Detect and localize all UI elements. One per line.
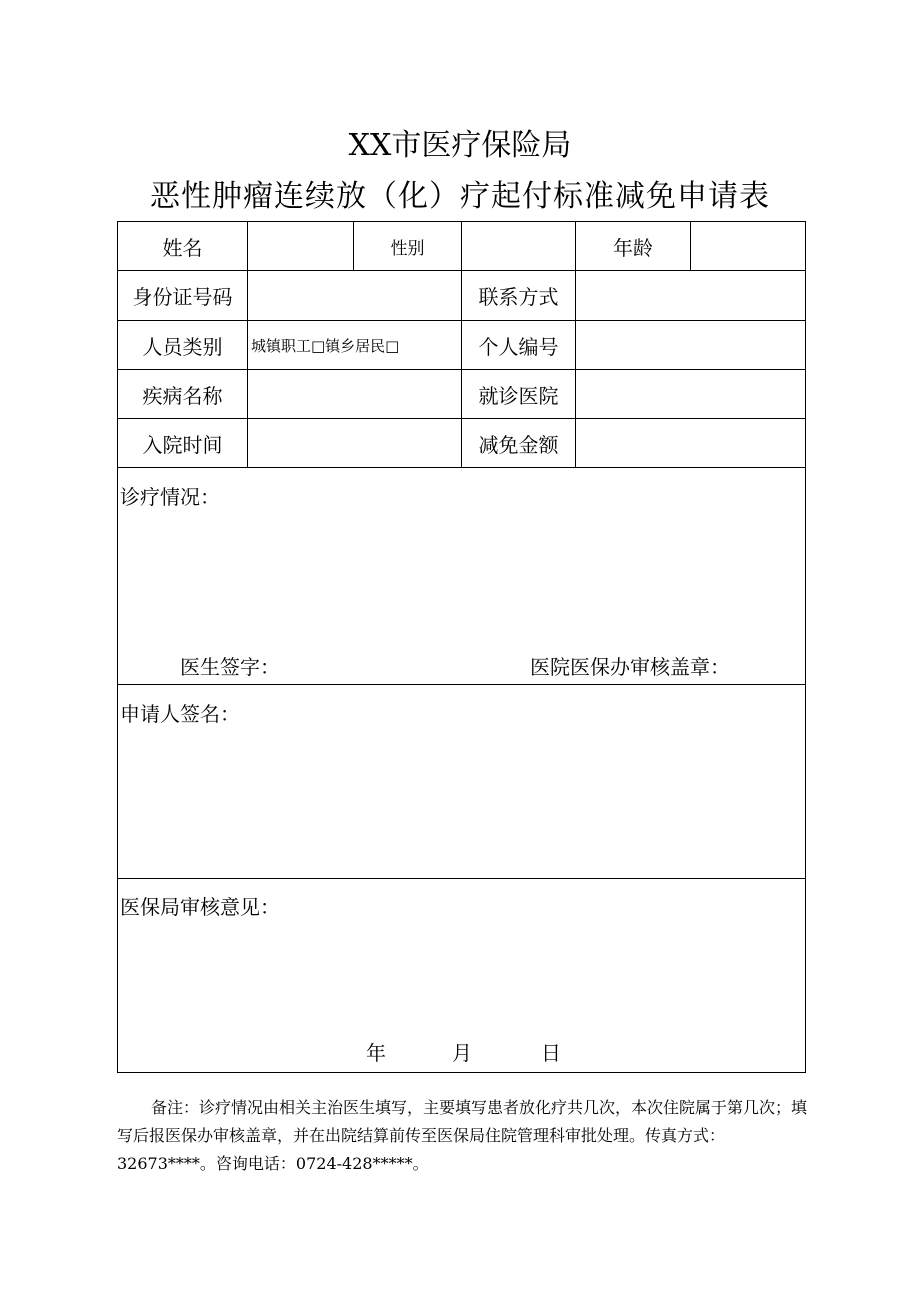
date-year: 年 [366, 1041, 386, 1065]
contact-field[interactable] [576, 271, 805, 320]
admission-time-field[interactable] [248, 419, 461, 467]
bureau-review-label: 医保局审核意见： [120, 895, 280, 919]
person-category-options[interactable]: 城镇职工□镇乡居民□ [251, 336, 400, 355]
gender-field[interactable] [462, 222, 575, 270]
treatment-label: 诊疗情况： [120, 485, 220, 509]
contact-label: 联系方式 [478, 285, 559, 309]
date-month: 月 [452, 1041, 472, 1065]
form-title: 恶性肿瘤连续放（化）疗起付标准减免申请表 [150, 179, 770, 214]
personal-number-field[interactable] [576, 321, 805, 369]
admission-time-label: 入院时间 [142, 432, 223, 457]
id-number-label: 身份证号码 [132, 285, 233, 309]
person-category-label: 人员类别 [142, 334, 223, 359]
hospital-field[interactable] [576, 370, 805, 418]
applicant-section[interactable] [118, 685, 805, 878]
doctor-signature-label: 医生签字： [180, 655, 280, 679]
remarks-note: 备注：诊疗情况由相关主治医生填写，主要填写患者放化疗共几次，本次住院属于第几次；填写后报医保办审核盖章，并在出院结算前传至医保局住院管理科审批处理。传真方式：32673****。咨询电话：0724-428*****。 [117, 1098, 808, 1173]
hospital-stamp-label: 医院医保办审核盖章： [530, 655, 730, 679]
treatment-section[interactable] [118, 468, 805, 684]
personal-number-label: 个人编号 [478, 334, 559, 359]
id-number-field[interactable] [248, 271, 461, 320]
name-label: 姓名 [162, 235, 203, 260]
age-field[interactable] [691, 222, 805, 270]
date-day: 日 [541, 1041, 561, 1065]
application-form-table [117, 221, 806, 1073]
applicant-signature-label: 申请人签名： [120, 702, 240, 726]
hospital-label: 就诊医院 [478, 383, 559, 408]
document-title: XX市医疗保险局 [348, 128, 572, 163]
age-label: 年龄 [613, 235, 653, 260]
disease-field[interactable] [248, 370, 461, 418]
reduction-amount-label: 减免金额 [478, 432, 559, 457]
disease-label: 疾病名称 [142, 383, 223, 408]
gender-label: 性别 [390, 238, 425, 259]
reduction-amount-field[interactable] [576, 419, 805, 467]
name-field[interactable] [248, 222, 353, 270]
bureau-review-section[interactable] [118, 879, 805, 1072]
